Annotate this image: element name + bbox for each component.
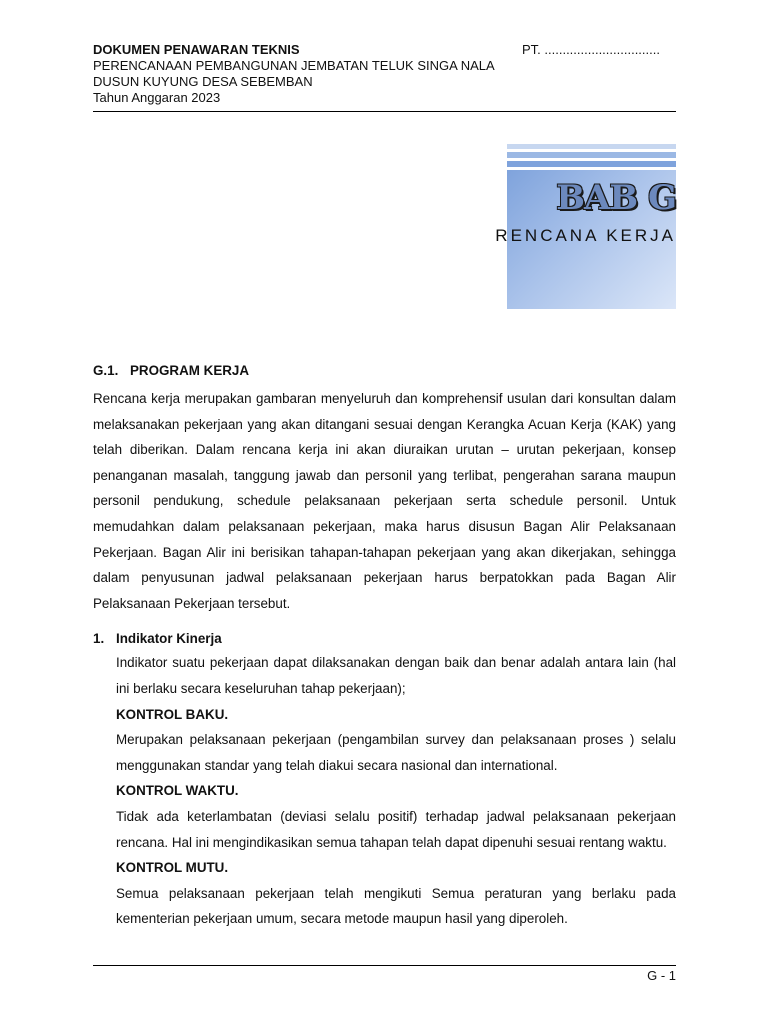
chapter-title: RENCANA KERJA <box>495 226 676 245</box>
item-title: Indikator Kinerja <box>116 631 222 647</box>
company-name: PT. ................................ <box>522 42 660 57</box>
section-number: G.1. <box>93 363 119 378</box>
document-header <box>93 42 495 106</box>
item-body <box>116 650 676 932</box>
paragraph-kontrol-mutu: Semua pelaksanaan pekerjaan telah mengikuti Semua peraturan yang berlaku pada kementerian pekerjaan umum, secara metode maupun hasil yang diperoleh. <box>116 885 676 927</box>
paragraph-kontrol-baku: Merupakan pelaksanaan pekerjaan (pengambilan survey dan pelaksanaan proses ) selalu menggunakan standar yang telah diakui secara nasional dan international. <box>116 732 676 773</box>
section-intro-paragraph: Rencana kerja merupakan gambaran menyeluruh dan komprehensif usulan dari konsultan dalam melaksanakan pekerjaan yang akan ditangani sesuai dengan Kerangka Acuan Kerja (KAK) yang telah diberikan. Dalam rencana kerja ini akan diuraikan urutan – urutan pekerjaan, konsep penanganan masalah, tanggung jawab dan personil yang terlibat, pengerahan sarana maupun personil pendukung, schedule pelaksanaan pekerjaan serta schedule personil. Untuk memudahkan dalam pelaksanaan pekerjaan, maka harus disusun Bagan Alir Pelaksanaan Pekerjaan. Bagan Alir ini berisikan tahapan-tahapan pekerjaan yang akan dikerjakan, sehingga dalam penyusunan jadwal pelaksanaan pekerjaan harus berpatokkan pada Bagan Alir Pelaksanaan Pekerjaan tersebut. <box>93 391 676 611</box>
page-number: G - 1 <box>647 968 676 983</box>
item-heading <box>93 628 676 650</box>
doc-title: DOKUMEN PENAWARAN TEKNIS <box>93 42 300 57</box>
project-line-2: DUSUN KUYUNG DESA SEBEMBAN <box>93 74 313 89</box>
main-content <box>93 362 676 932</box>
section-title: PROGRAM KERJA <box>130 363 250 378</box>
subheading-kontrol-baku: KONTROL BAKU. <box>116 706 229 722</box>
item-number: 1. <box>93 631 105 647</box>
project-line-1: PERENCANAAN PEMBANGUNAN JEMBATAN TELUK SINGA NALA <box>93 58 495 73</box>
fiscal-year: Tahun Anggaran 2023 <box>93 90 221 105</box>
banner-stripe <box>507 152 676 158</box>
paragraph-kontrol-waktu: Tidak ada keterlambatan (deviasi selalu positif) terhadap jadwal pelaksanaan pekerjaan rencana. Hal ini mengindikasikan semua tahapan telah dapat dipenuhi sesuai rentang waktu. <box>116 808 676 850</box>
item-intro-paragraph: Indikator suatu pekerjaan dapat dilaksanakan dengan baik dan benar adalah antara lain (hal ini berlaku secara keseluruhan tahap pekerjaan); <box>116 655 676 696</box>
header-divider <box>93 111 676 112</box>
footer-divider <box>93 965 676 966</box>
subheading-kontrol-waktu: KONTROL WAKTU. <box>116 783 239 799</box>
subheading-kontrol-mutu: KONTROL MUTU. <box>116 860 229 876</box>
section-heading <box>93 362 676 380</box>
banner-stripe <box>507 161 676 167</box>
chapter-label: BAB G <box>556 178 676 218</box>
banner-stripe <box>507 144 676 149</box>
